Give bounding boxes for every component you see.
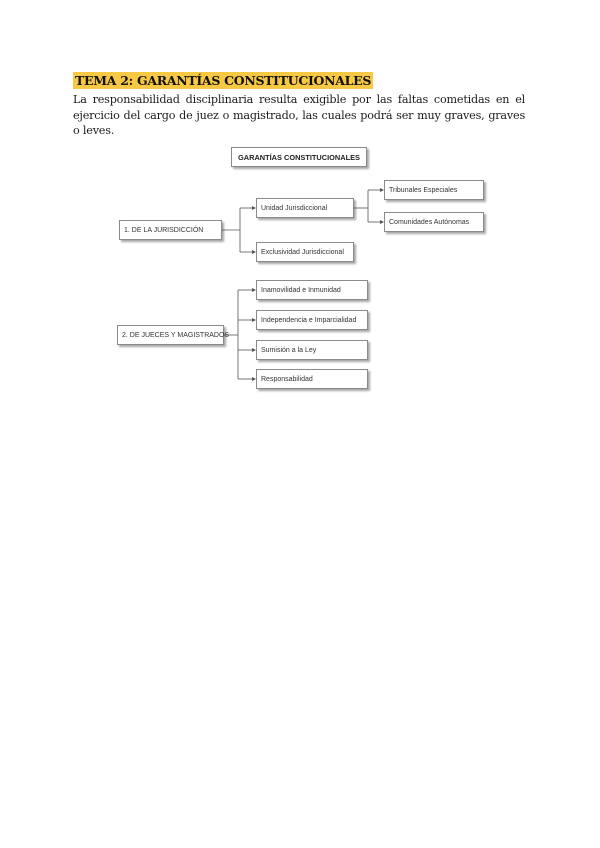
unidad-node: Unidad Jurisdiccional bbox=[256, 198, 354, 218]
concept-diagram bbox=[114, 140, 494, 400]
jueces-item-3: Sumisión a la Ley bbox=[256, 340, 368, 360]
jueces-node: 2. DE JUECES Y MAGISTRADOS bbox=[117, 325, 224, 345]
jueces-item-4: Responsabilidad bbox=[256, 369, 368, 389]
diagram-connectors bbox=[114, 140, 494, 400]
jurisdiccion-node: 1. DE LA JURISDICCIÓN bbox=[119, 220, 222, 240]
tribunales-node: Tribunales Especiales bbox=[384, 180, 484, 200]
jueces-item-1: Inamovilidad e Inmunidad bbox=[256, 280, 368, 300]
document-paragraph: La responsabilidad disciplinaria resulta exigible por las faltas cometidas en el ejercicio del cargo de juez o magistrado, las cuales podrá ser muy graves, graves o leves. bbox=[73, 93, 525, 137]
jueces-item-2: Independencia e Imparcialidad bbox=[256, 310, 368, 330]
diagram-header: GARANTÍAS CONSTITUCIONALES bbox=[231, 147, 367, 167]
exclusividad-node: Exclusividad Jurisdiccional bbox=[256, 242, 354, 262]
comunidades-node: Comunidades Autónomas bbox=[384, 212, 484, 232]
document-title: TEMA 2: GARANTÍAS CONSTITUCIONALES bbox=[75, 73, 372, 88]
